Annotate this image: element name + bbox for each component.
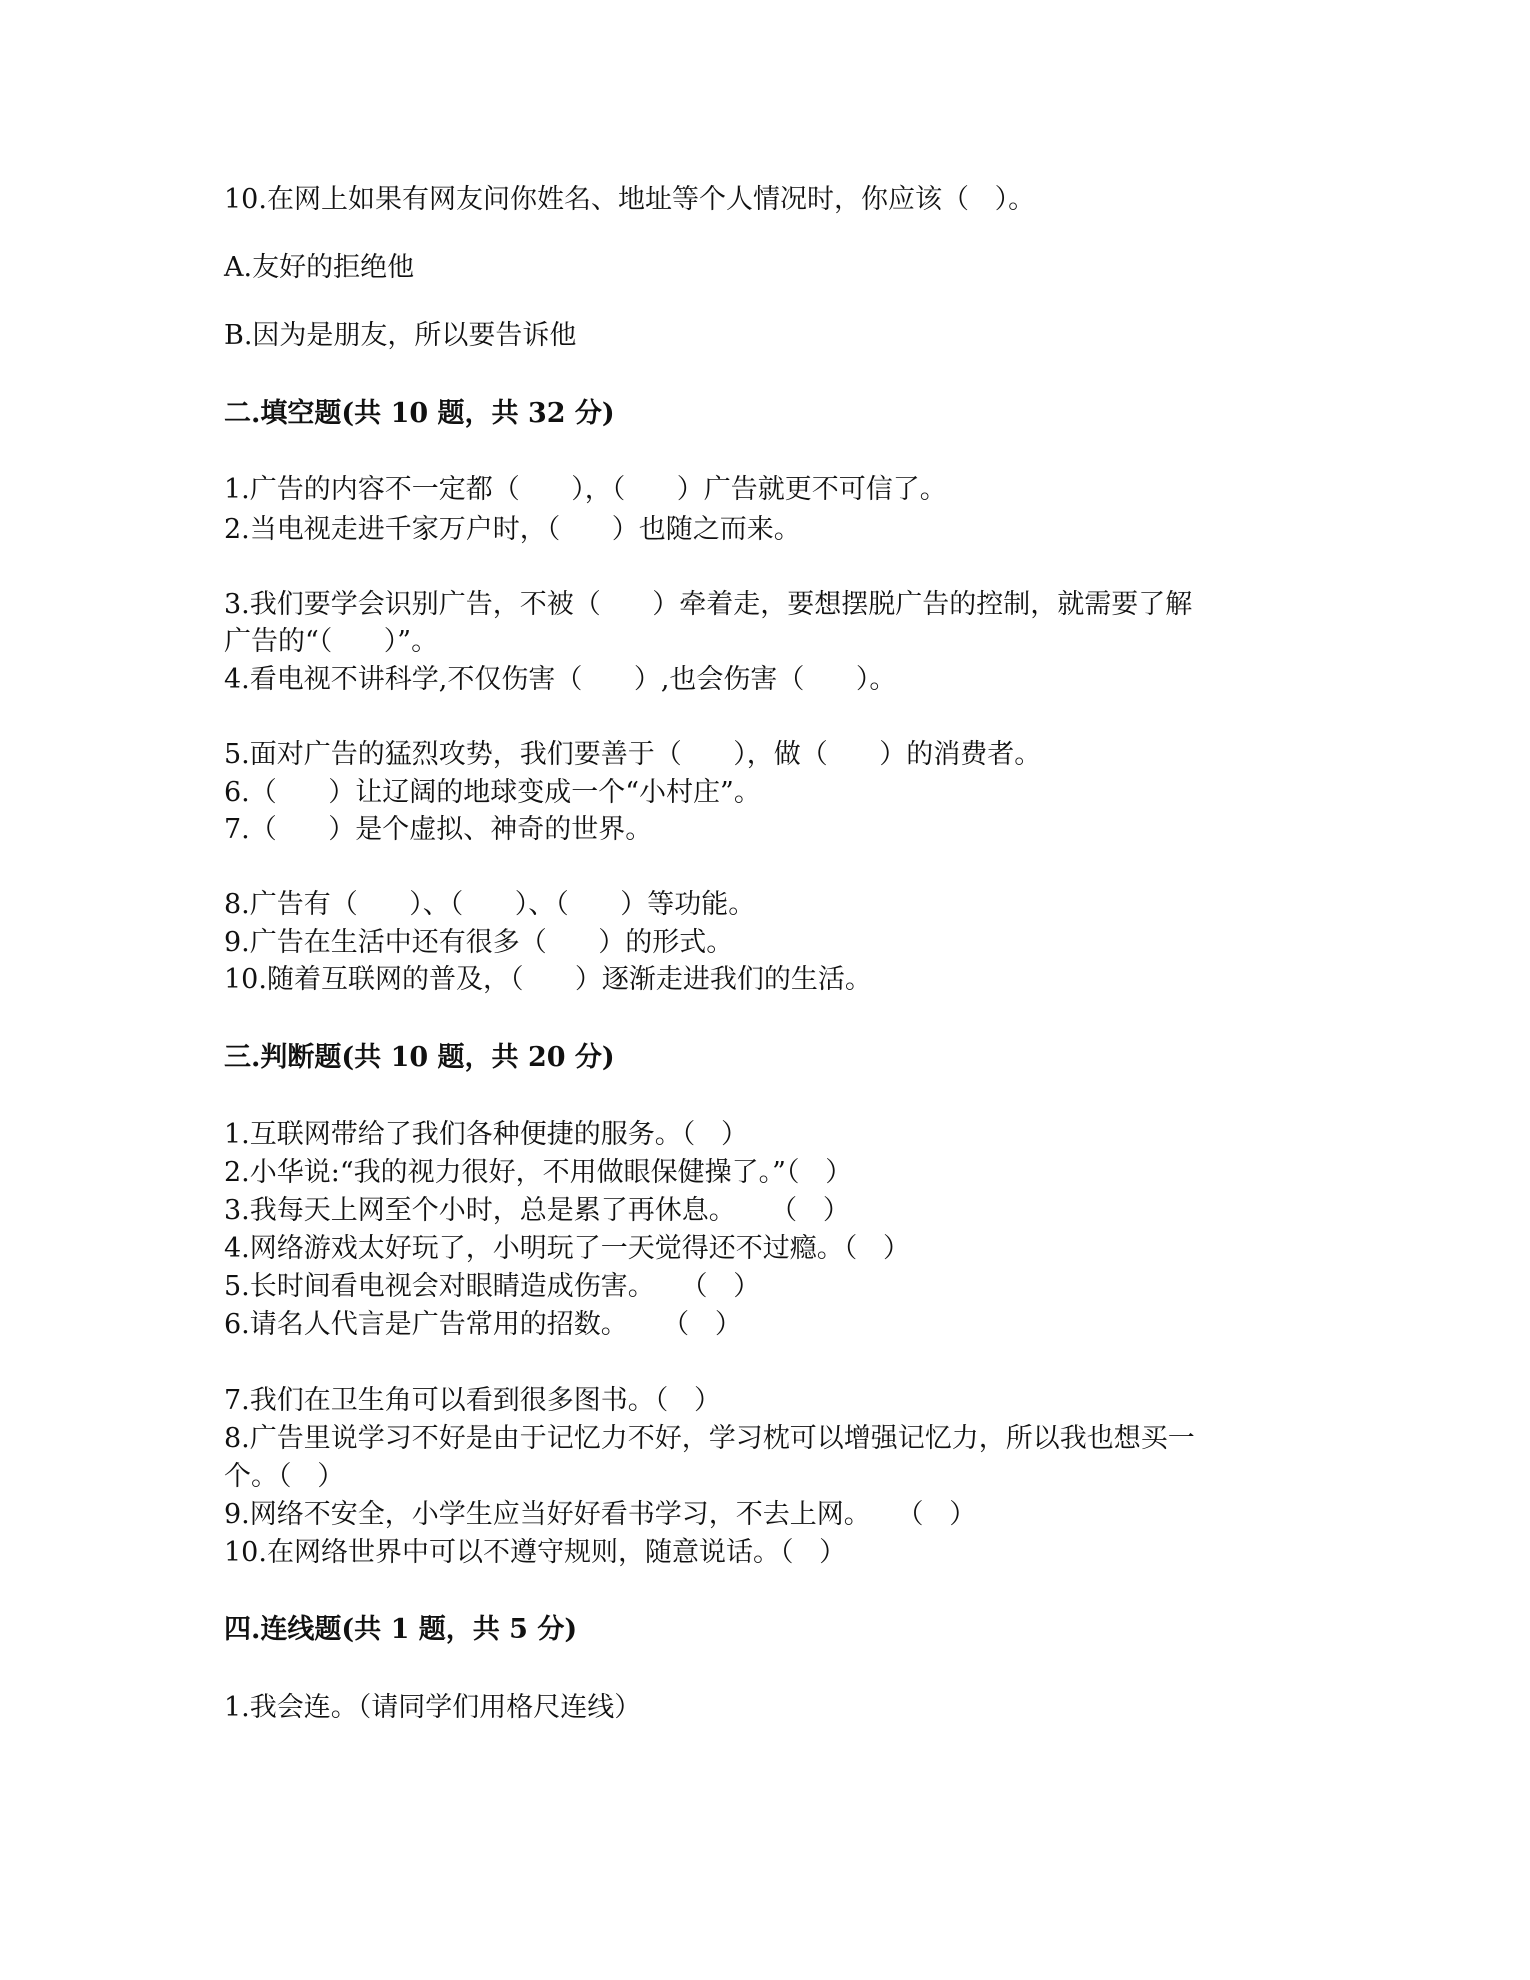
fill-blank-item: 8.广告有（ ）、（ ）、（ ）等功能。 — [224, 889, 756, 920]
judge-item: 7.我们在卫生角可以看到很多图书。（ ） — [224, 1385, 722, 1416]
fill-blank-item: 2.当电视走进千家万户时，（ ）也随之而来。 — [224, 514, 801, 545]
judge-item: 3.我每天上网至个小时，总是累了再休息。 （ ） — [224, 1195, 850, 1226]
section-heading-matching: 四.连线题(共 1 题，共 5 分) — [224, 1614, 578, 1645]
judge-item: 6.请名人代言是广告常用的招数。 （ ） — [224, 1309, 742, 1340]
question-10-option-b: B.因为是朋友，所以要告诉他 — [224, 320, 577, 351]
question-10-option-a: A.友好的拒绝他 — [224, 252, 415, 283]
question-10-stem: 10.在网上如果有网友问你姓名、地址等个人情况时，你应该（ ）。 — [224, 184, 1036, 215]
judge-item: 2.小华说:“我的视力很好，不用做眼保健操了。”（ ） — [224, 1157, 853, 1188]
fill-blank-item: 5.面对广告的猛烈攻势，我们要善于（ ），做（ ）的消费者。 — [224, 739, 1042, 770]
judge-item: 9.网络不安全，小学生应当好好看书学习，不去上网。 （ ） — [224, 1499, 977, 1530]
section-heading-judge: 三.判断题(共 10 题，共 20 分) — [224, 1042, 615, 1073]
judge-item: 5.长时间看电视会对眼睛造成伤害。 （ ） — [224, 1271, 761, 1302]
fill-blank-item: 1.广告的内容不一定都（ ），（ ）广告就更不可信了。 — [224, 474, 947, 505]
section-heading-fill-blank: 二.填空题(共 10 题，共 32 分) — [224, 398, 615, 429]
fill-blank-item: 6.（ ）让辽阔的地球变成一个“小村庄”。 — [224, 777, 761, 808]
judge-item: 10.在网络世界中可以不遵守规则，随意说话。（ ） — [224, 1537, 847, 1568]
fill-blank-item-continued: 广告的“（ ）”。 — [224, 626, 439, 657]
judge-item: 1.互联网带给了我们各种便捷的服务。（ ） — [224, 1119, 749, 1150]
judge-item: 8.广告里说学习不好是由于记忆力不好，学习枕可以增强记忆力，所以我也想买一 — [224, 1423, 1195, 1454]
fill-blank-item: 3.我们要学会识别广告，不被（ ）牵着走，要想摆脱广告的控制，就需要了解 — [224, 589, 1193, 620]
fill-blank-item: 9.广告在生活中还有很多（ ）的形式。 — [224, 927, 734, 958]
fill-blank-item: 10.随着互联网的普及，（ ）逐渐走进我们的生活。 — [224, 964, 872, 995]
fill-blank-item: 4.看电视不讲科学,不仅伤害（ ）,也会伤害（ ）。 — [224, 664, 897, 695]
matching-item: 1.我会连。（请同学们用格尺连线） — [224, 1692, 642, 1723]
judge-item: 4.网络游戏太好玩了，小明玩了一天觉得还不过瘾。（ ） — [224, 1233, 911, 1264]
fill-blank-item: 7.（ ）是个虚拟、神奇的世界。 — [224, 814, 653, 845]
judge-item-continued: 个。（ ） — [224, 1461, 345, 1492]
